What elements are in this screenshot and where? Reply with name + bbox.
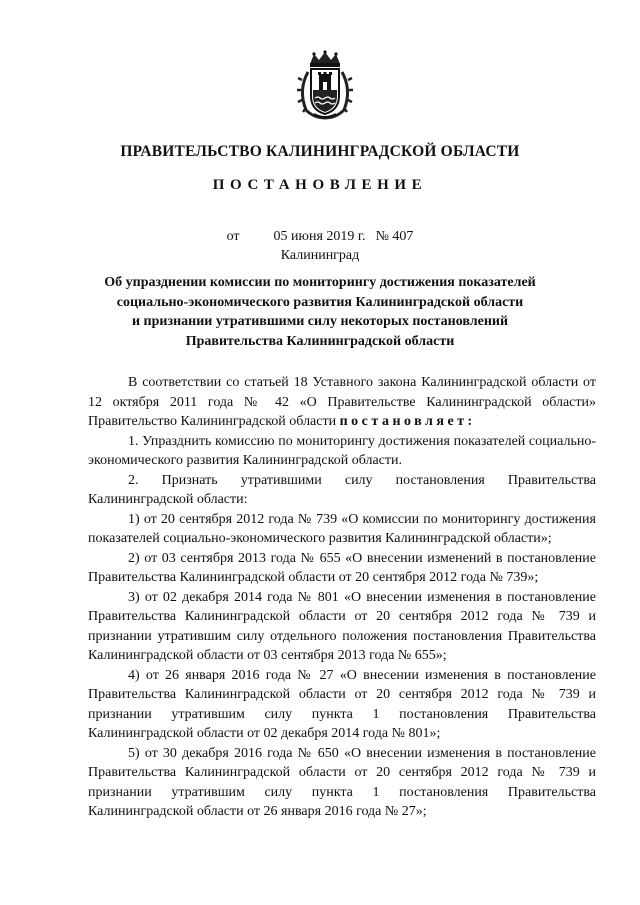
decree-date: 05 июня 2019 г. (273, 229, 366, 244)
sub-item-2: 2) от 03 сентября 2013 года № 655 «О внесении изменений в постановление Правительства Калининградской области от 20 сентября 2012 года № 739»; (88, 550, 596, 585)
preamble-text: В соответствии со статьей 18 Уставного закона Калининградской области от 12 октября 2011 года № 42 «О Правительстве Калининградской области» Правительство Калининградской области (88, 375, 596, 429)
government-name: ПРАВИТЕЛЬСТВО КАЛИНИНГРАДСКОЙ ОБЛАСТИ (120, 143, 520, 160)
preamble-paragraph (88, 373, 596, 432)
item-1: 1. Упразднить комиссию по мониторингу достижения показателей социально-экономического развития Калининградской области. (88, 433, 596, 468)
coat-of-arms-icon (296, 50, 354, 120)
document-type-title: ПОСТАНОВЛЕНИЕ (212, 177, 428, 193)
sub-item-4: 4) от 26 января 2016 года № 27 «О внесении изменения в постановление Правительства Калининградской области от 20 сентября 2012 года № 739 и признании утратившим силу пункта 1 постановления Правительства Калининградской области от 02 декабря 2014 года № 801»; (88, 667, 596, 741)
date-prefix: от (226, 229, 240, 244)
decree-word: постановляет: (339, 414, 476, 429)
subject-line: Об упразднении комиссии по мониторингу достижения показателей (104, 275, 536, 290)
decree-date-line (0, 229, 640, 245)
subject-line: Правительства Калининградской области (185, 333, 455, 349)
decree-body (88, 373, 596, 822)
decree-city: Калининград (280, 248, 360, 263)
decree-number: № 407 (375, 229, 414, 244)
sub-item-3: 3) от 02 декабря 2014 года № 801 «О внесении изменения в постановление Правительства Калининградской области от 20 сентября 2012 года № 739 и признании утратившим силу отдельного положения постановления Правительства Калининградской области от 03 сентября 2013 года № 655»; (88, 589, 596, 663)
subject-line: и признании утратившими силу некоторых постановлений (131, 314, 509, 329)
sub-item-5: 5) от 30 декабря 2016 года № 650 «О внесении изменения в постановление Правительства Калининградской области от 20 сентября 2012 года № 739 и признании утратившим силу пункта 1 постановления Правительства Калининградской области от 26 января 2016 года № 27»; (88, 745, 596, 819)
subject-line: социально-экономического развития Калининградской области (116, 294, 524, 310)
decree-subject (0, 273, 640, 351)
item-2: 2. Признать утратившими силу постановления Правительства Калининградской области: (88, 472, 596, 507)
sub-item-1: 1) от 20 сентября 2012 года № 739 «О комиссии по мониторингу достижения показателей социально-экономического развития Калининградской области»; (88, 511, 596, 546)
